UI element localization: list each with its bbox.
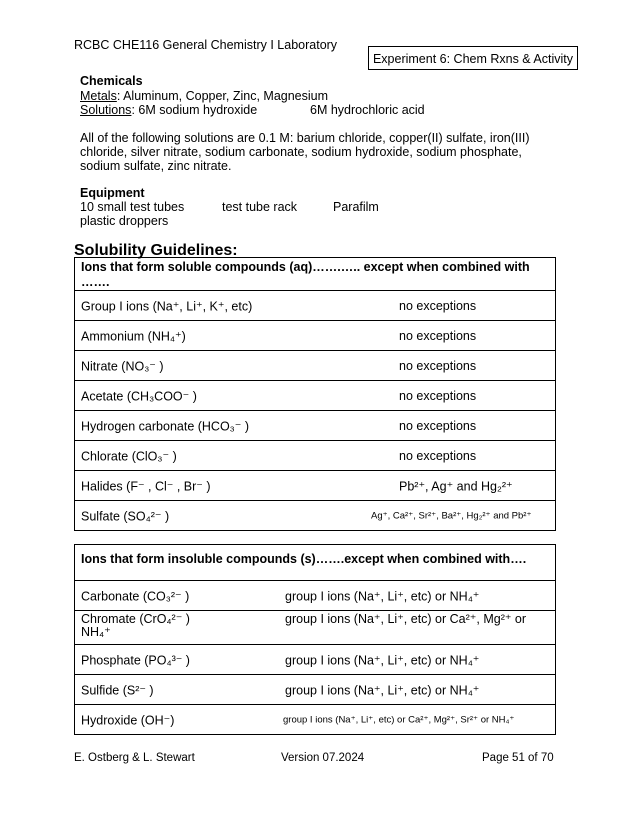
table-row	[75, 675, 556, 705]
table-row	[75, 291, 556, 321]
exception: Ag⁺, Ca²⁺, Sr²⁺, Ba²⁺, Hg₂²⁺ and Pb²⁺	[371, 510, 532, 521]
ion-name: Halides (F⁻ , Cl⁻ , Br⁻ )	[81, 479, 211, 493]
equipment-heading: Equipment	[80, 186, 145, 200]
exception-continued: NH₄⁺	[81, 625, 111, 639]
table-row	[75, 471, 556, 501]
header-course: RCBC CHE116 General Chemistry I Laboratory	[74, 38, 338, 52]
ion-name: Nitrate (NO₃⁻ )	[81, 359, 164, 373]
table-row	[75, 381, 556, 411]
footer-authors: E. Ostberg & L. Stewart	[74, 752, 195, 764]
table-row	[75, 441, 556, 471]
equipment-item-3: Parafilm	[333, 200, 379, 214]
note-line-1: All of the following solutions are 0.1 M: barium chloride, copper(II) sulfate, iron(III)	[80, 131, 530, 145]
insoluble-table	[74, 544, 556, 735]
soluble-header: Ions that form soluble compounds (aq)…….….. except when combined with …….	[75, 258, 556, 291]
ion-name: Hydrogen carbonate (HCO₃⁻ )	[81, 419, 250, 433]
exception: no exceptions	[399, 298, 477, 313]
ion-name: Sulfate (SO₄²⁻ )	[81, 509, 170, 523]
metals-line	[80, 89, 328, 104]
exception: group I ions (Na⁺, Li⁺, etc) or Ca²⁺, Mg²⁺ or	[285, 612, 527, 626]
exception: group I ions (Na⁺, Li⁺, etc) or NH₄⁺	[285, 653, 480, 667]
soluble-table	[74, 257, 556, 531]
solutions-b: 6M hydrochloric acid	[310, 103, 425, 117]
exception: Pb²⁺, Ag⁺ and Hg₂²⁺	[399, 479, 513, 493]
exception: no exceptions	[399, 388, 477, 403]
ion-name: Carbonate (CO₃²⁻ )	[81, 589, 190, 603]
table-row	[75, 705, 556, 735]
ion-name: Ammonium (NH₄⁺)	[81, 329, 186, 343]
exception: no exceptions	[399, 418, 477, 433]
table-row	[75, 501, 556, 531]
solutions-line	[80, 103, 257, 118]
equipment-item-1: 10 small test tubes	[80, 200, 185, 214]
equipment-item-2: test tube rack	[222, 200, 298, 214]
insoluble-header: Ions that form insoluble compounds (s)…….except when combined with….	[75, 545, 556, 581]
table-row	[75, 581, 556, 611]
table-row	[75, 611, 556, 645]
exception: no exceptions	[399, 328, 477, 343]
exception: no exceptions	[399, 448, 477, 463]
note-line-2: chloride, silver nitrate, sodium carbonate, sodium hydroxide, sodium phosphate,	[80, 145, 522, 159]
solubility-title: Solubility Guidelines:	[74, 242, 238, 259]
table-row	[75, 321, 556, 351]
experiment-box: Experiment 6: Chem Rxns & Activity	[368, 46, 578, 70]
exception: group I ions (Na⁺, Li⁺, etc) or NH₄⁺	[285, 683, 480, 697]
ion-name: Phosphate (PO₄³⁻ )	[81, 653, 190, 667]
solutions-a: : 6M sodium hydroxide	[131, 103, 258, 117]
ion-name: Chromate (CrO₄²⁻ )	[81, 612, 190, 626]
ion-name: Chlorate (ClO₃⁻ )	[81, 449, 177, 463]
footer-version: Version 07.2024	[281, 752, 365, 764]
exception: no exceptions	[399, 358, 477, 373]
table-row	[75, 351, 556, 381]
chemicals-heading: Chemicals	[80, 74, 143, 88]
ion-name: Acetate (CH₃COO⁻ )	[81, 389, 197, 403]
ion-name: Hydroxide (OH⁻)	[81, 713, 175, 727]
metals-value: : Aluminum, Copper, Zinc, Magnesium	[116, 89, 329, 103]
footer-page: Page 51 of 70	[482, 752, 554, 764]
solutions-label: Solutions	[80, 103, 132, 117]
exception: group I ions (Na⁺, Li⁺, etc) or NH₄⁺	[285, 589, 480, 603]
note-line-3: sodium sulfate, zinc nitrate.	[80, 159, 232, 173]
table-row	[75, 411, 556, 441]
ion-name: Group I ions (Na⁺, Li⁺, K⁺, etc)	[81, 299, 253, 313]
ion-name: Sulfide (S²⁻ )	[81, 683, 154, 697]
equipment-item-4: plastic droppers	[80, 214, 169, 228]
metals-label: Metals	[80, 89, 117, 103]
table-row	[75, 645, 556, 675]
exception: group I ions (Na⁺, Li⁺, etc) or Ca²⁺, Mg²⁺, Sr²⁺ or NH₄⁺	[283, 714, 515, 725]
